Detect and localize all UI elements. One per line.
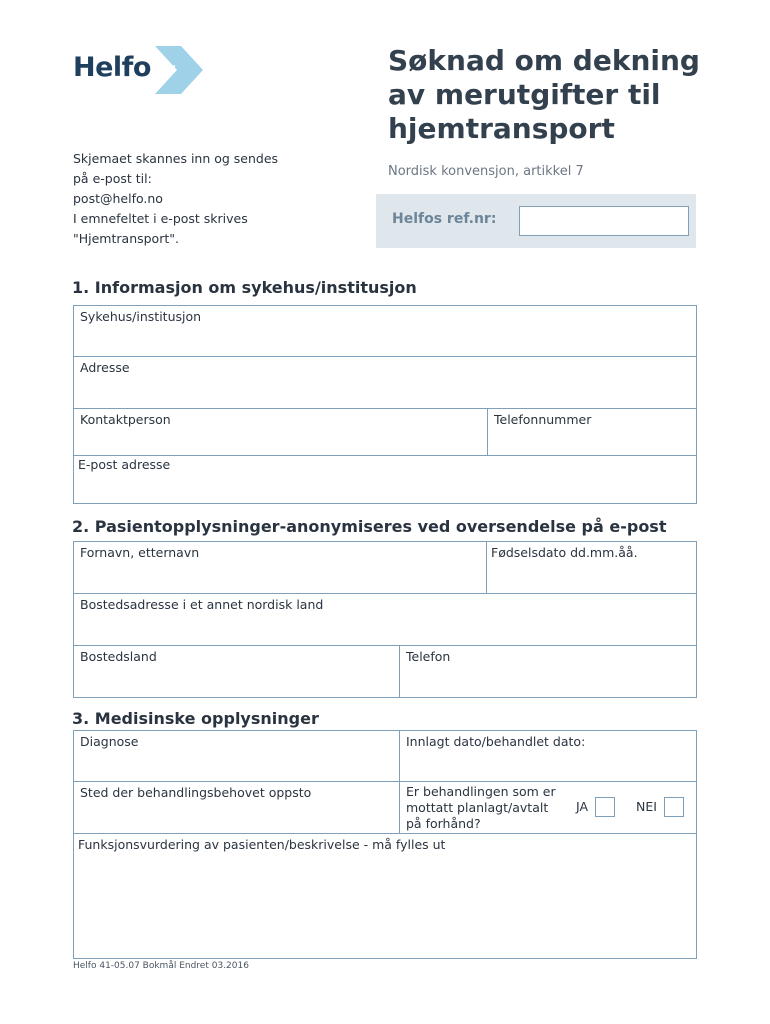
yes-label: JA [576, 799, 589, 814]
no-label: NEI [636, 799, 657, 814]
institution-label: Sykehus/institusjon [80, 309, 202, 324]
form-title [388, 44, 728, 146]
phone-field[interactable] [400, 646, 696, 697]
question-line-2: mottatt planlagt/avtalt [406, 800, 549, 815]
country-field[interactable] [74, 646, 400, 697]
name-label: Fornavn, etternavn [80, 545, 200, 560]
section-1-box [73, 305, 697, 504]
question-line-3: på forhånd? [406, 816, 481, 831]
email-label: E-post adresse [78, 457, 171, 472]
origin-place-field[interactable] [74, 782, 400, 834]
phone-label: Telefon [406, 649, 451, 664]
phone-number-label: Telefonnummer [494, 412, 592, 427]
form-footer: Helfo 41-05.07 Bokmål Endret 03.2016 [73, 961, 249, 971]
title-line-2: av merutgifter til [388, 78, 661, 111]
functional-assessment-field[interactable] [74, 834, 696, 958]
name-field[interactable] [74, 542, 487, 594]
instruction-email: post@helfo.no [73, 191, 163, 206]
contact-person-field[interactable] [74, 409, 488, 456]
instruction-line-1: Skjemaet skannes inn og sendes [73, 151, 279, 166]
planned-treatment-question [400, 782, 696, 834]
section-3-title: 3. Medisinske opplysninger [72, 709, 319, 728]
title-line-3: hjemtransport [388, 112, 615, 145]
planned-treatment-text [406, 784, 556, 832]
diagnosis-field[interactable] [74, 731, 400, 782]
helfo-logo [73, 46, 203, 94]
email-field[interactable] [74, 456, 696, 503]
reference-label: Helfos ref.nr: [392, 211, 497, 227]
section-2-title: 2. Pasientopplysninger-anonymiseres ved oversendelse på e-post [72, 517, 667, 536]
section-1-title: 1. Informasjon om sykehus/institusjon [72, 278, 417, 297]
section-3-box [73, 730, 697, 959]
yes-checkbox[interactable] [595, 797, 615, 817]
section-2-box [73, 541, 697, 698]
reference-box [376, 194, 696, 248]
instruction-line-4: I emnefeltet i e-post skrives [73, 211, 248, 226]
reference-number-input[interactable] [519, 206, 689, 236]
functional-assessment-label: Funksjonsvurdering av pasienten/beskrivelse - må fylles ut [78, 837, 446, 852]
address-field[interactable] [74, 357, 696, 409]
chevron-logo-icon [155, 46, 203, 94]
origin-place-label: Sted der behandlingsbehovet oppsto [80, 785, 312, 800]
address-label: Adresse [80, 360, 130, 375]
instruction-line-5: "Hjemtransport". [73, 231, 179, 246]
birth-date-label: Fødselsdato dd.mm.åå. [491, 545, 638, 560]
instruction-line-2: på e-post til: [73, 171, 152, 186]
residence-address-field[interactable] [74, 594, 696, 646]
birth-date-field[interactable] [487, 542, 696, 594]
institution-field[interactable] [74, 306, 696, 357]
contact-person-label: Kontaktperson [80, 412, 171, 427]
admitted-date-label: Innlagt dato/behandlet dato: [406, 734, 586, 749]
no-checkbox[interactable] [664, 797, 684, 817]
admitted-date-field[interactable] [400, 731, 696, 782]
phone-number-field[interactable] [488, 409, 696, 456]
submission-instructions [73, 149, 278, 249]
title-line-1: Søknad om dekning [388, 44, 700, 77]
residence-address-label: Bostedsadresse i et annet nordisk land [80, 597, 324, 612]
question-line-1: Er behandlingen som er [406, 784, 556, 799]
country-label: Bostedsland [80, 649, 157, 664]
form-subtitle: Nordisk konvensjon, artikkel 7 [388, 164, 584, 179]
logo-wordmark: Helfo [73, 52, 151, 83]
diagnosis-label: Diagnose [80, 734, 139, 749]
